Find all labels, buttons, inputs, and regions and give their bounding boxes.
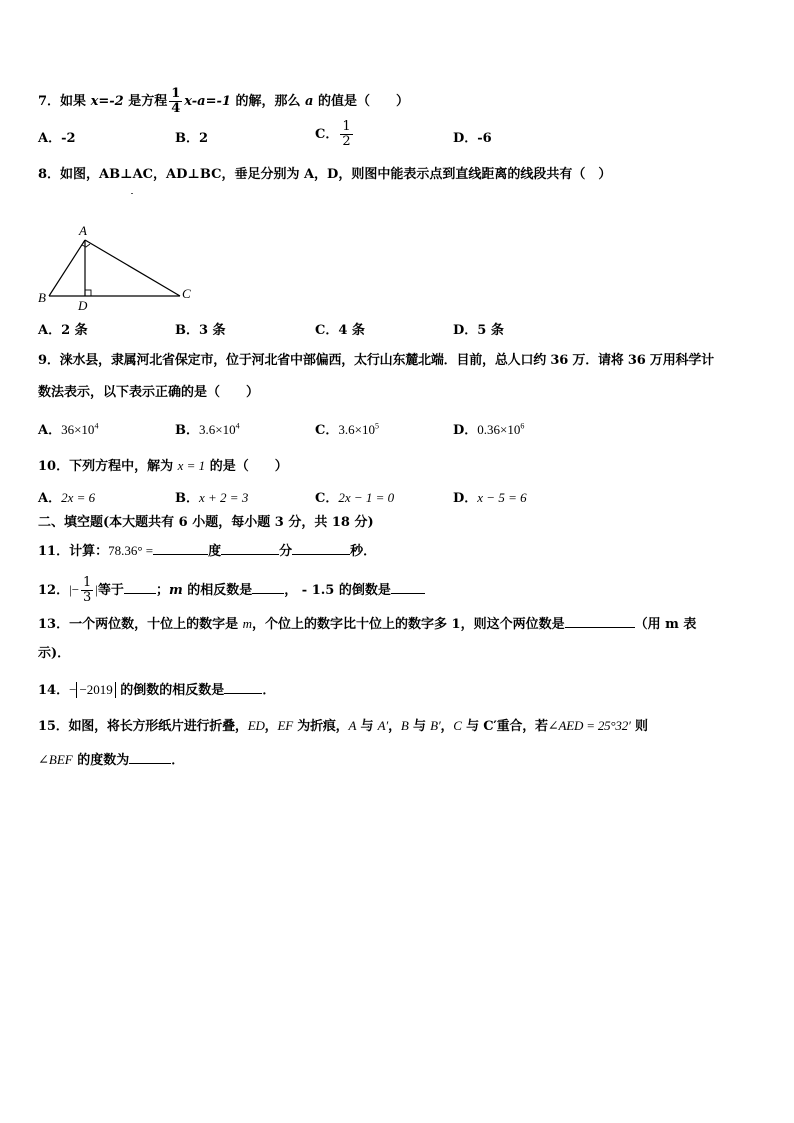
q8-option-d[interactable]: D．5 条 [453,323,504,338]
q7-variable: a [305,94,314,109]
q8-stray-mark [131,193,133,194]
q10-suffix: 的是（ ） [205,459,288,474]
q9-option-a[interactable] [38,421,98,440]
q9-option-c-exp: 5 [374,421,379,431]
q12-abs-left: |− [69,582,80,597]
q15-angle-aed: ∠AED = 25°32′ [547,718,631,733]
q10-option-a-eq: 2x = 6 [61,490,96,505]
q9-option-a-label: A． [38,423,62,438]
q7-option-c[interactable] [315,120,355,149]
q9-option-b[interactable] [175,421,240,440]
q10-option-a-label: A． [38,491,62,506]
q13-mid: ，个位上的数字比十位上的数字多 1，则这个两位数是 [252,617,565,632]
side-ab [49,240,85,296]
q12-text-1: 等于 [97,583,124,598]
q7-option-c-label: C． [315,127,339,142]
q9-option-d-exp: 6 [520,421,525,431]
q11-blank-minute[interactable] [221,540,279,555]
q11-expression: 78.36° = [108,543,154,558]
q12-blank-1[interactable] [124,579,156,594]
q13-prefix: 13．一个两位数，十位上的数字是 [38,617,243,632]
question-10 [38,457,754,476]
q7-tail: 的值是（ ） [313,94,409,109]
q15-point-a-prime: A′ [377,718,389,733]
q14-absolute-value: −2019 [76,682,115,698]
label-c: C [182,286,191,301]
q12-blank-3[interactable] [391,579,425,594]
q12-text-3: 的相反数是 [182,583,253,598]
right-angle-mark-a [82,244,90,247]
q9-option-d-base: 0.36×10 [477,422,521,437]
q7-option-d[interactable]: D．-6 [453,131,492,146]
q15-sep-3: ， [440,719,454,734]
q15-point-b-prime: B′ [430,718,441,733]
q15-line-2-text: 的度数为 [72,753,130,768]
right-angle-mark-d [85,290,91,296]
q10-option-a[interactable] [38,489,95,508]
q15-text-b: 为折痕， [292,719,349,734]
side-ac [85,240,180,296]
question-9-line-1: 9．涞水县，隶属河北省保定市，位于河北省中部偏西，太行山东麓北端．目前，总人口约 36 万．请将 36 万用科学计 [38,353,714,368]
question-15-line-1 [38,717,754,736]
q9-option-d[interactable] [453,421,524,440]
q12-text-2: ； [155,583,169,598]
q15-with-2: 与 [408,719,431,734]
label-d: D [78,298,88,313]
q7-equation: x-a=-1 [184,94,231,109]
q12-frac-num: 1 [83,575,92,590]
q10-option-b-label: B． [175,491,199,506]
q7-option-c-den: 2 [342,134,351,149]
q10-option-d[interactable] [453,489,527,508]
q15-end: ． [171,753,185,768]
q15-text-c: 与 C′重合，若 [461,719,548,734]
q11-prefix: 11．计算： [38,544,109,559]
q8-option-c[interactable]: C．4 条 [315,323,365,338]
q15-blank[interactable] [129,749,171,764]
q13-tail: （用 m 表 [634,617,697,632]
q10-condition: x = 1 [177,458,206,473]
q9-option-b-base: 3.6×10 [199,422,236,437]
q14-mid: 的倒数的相反数是 [115,683,225,698]
q10-option-c-eq: 2x − 1 = 0 [338,490,395,505]
q8-triangle-figure [30,220,230,330]
label-a: A [79,223,87,238]
q9-option-c[interactable] [315,421,379,440]
q10-option-b[interactable] [175,489,248,508]
q14-blank[interactable] [224,679,262,694]
q7-option-b[interactable]: B．2 [175,131,209,146]
q15-text-a: 15．如图，将长方形纸片进行折叠， [38,719,248,734]
q9-option-c-label: C． [315,423,339,438]
q8-option-b[interactable]: B．3 条 [175,323,226,338]
q10-option-d-label: D． [453,491,478,506]
q12-variable: m [168,583,183,598]
q15-with-1: 与 [356,719,378,734]
q7-frac-num: 1 [171,86,181,101]
question-14 [38,679,754,700]
q11-unit-second: 秒 [350,544,364,559]
q13-blank[interactable] [565,613,635,628]
q12-abs-right: | [95,582,98,597]
q7-suffix: 的解，那么 [230,94,305,109]
q11-blank-second[interactable] [292,540,350,555]
q12-frac-den: 3 [83,590,92,605]
q7-option-c-num: 1 [342,119,351,134]
q9-option-b-label: B． [175,423,199,438]
q9-option-b-exp: 4 [235,421,240,431]
q7-frac-den: 4 [171,101,181,116]
q15-ef: EF [277,718,293,733]
q13-variable: m [242,616,253,631]
q10-prefix: 10．下列方程中，解为 [38,459,178,474]
q7-option-c-fraction [340,120,352,149]
q15-ed: ED [247,718,265,733]
q9-option-c-base: 3.6×10 [338,422,375,437]
q14-prefix: 14． [38,683,70,698]
q7-mid: 是方程 [123,94,168,109]
q9-option-d-label: D． [453,423,478,438]
q7-prefix: 7．如果 [38,94,91,109]
question-8: 8．如图，AB⊥AC，AD⊥BC，垂足分别为 A，D，则图中能表示点到直线距离的线段共有（ ） [38,167,612,182]
q10-option-d-eq: x − 5 = 6 [477,490,527,505]
q10-option-c-label: C． [315,491,339,506]
question-11 [38,540,754,561]
q8-option-a[interactable]: A．2 条 [38,323,88,338]
q15-point-b: B [400,718,409,733]
q12-fraction [81,576,93,605]
q10-option-b-eq: x + 2 = 3 [199,490,249,505]
q12-text-4: ， - 1.5 的倒数是 [284,583,391,598]
q11-unit-degree: 度 [208,544,222,559]
question-9-line-2: 数法表示，以下表示正确的是（ ） [38,385,260,400]
q12-blank-2[interactable] [252,579,284,594]
q15-text-d: 则 [630,719,648,734]
q15-sep-2: ， [388,719,401,734]
q14-end: ． [262,683,276,698]
q15-sep-1: ， [264,719,278,734]
question-7 [38,87,754,116]
q11-blank-degree[interactable] [153,540,208,555]
label-b: B [38,290,46,305]
question-13-line-2: 示)． [38,646,71,661]
q15-point-a: A [348,718,357,733]
q12-prefix: 12． [38,583,70,598]
q7-fraction [169,87,182,116]
q9-option-a-base: 36×10 [61,422,95,437]
q14-negative: − [69,682,77,697]
q11-end: ． [363,544,377,559]
question-15-line-2 [38,749,754,770]
q10-option-c[interactable] [315,489,394,508]
q15-point-c: C [453,718,462,733]
question-13-line-1 [38,613,754,634]
q7-condition: x=-2 [90,94,124,109]
question-12 [38,576,754,605]
section-2-title: 二、填空题(本大题共有 6 小题，每小题 3 分，共 18 分) [38,515,374,530]
q9-option-a-exp: 4 [94,421,99,431]
q15-angle-bef: ∠BEF [38,752,73,767]
q11-unit-minute: 分 [279,544,293,559]
q7-option-a[interactable]: A．-2 [38,131,76,146]
